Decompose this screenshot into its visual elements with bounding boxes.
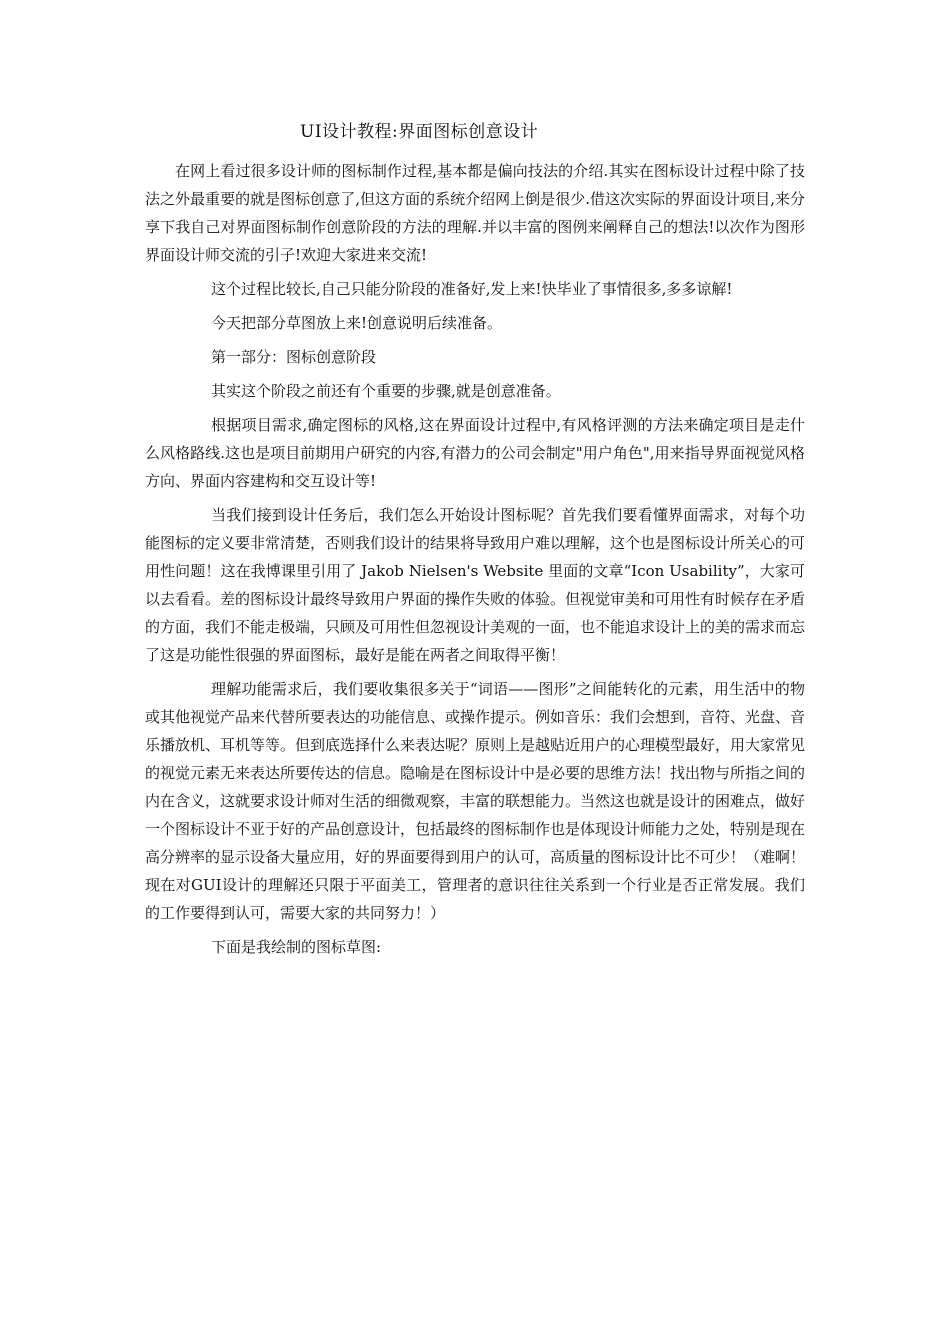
paragraph-process-note: 这个过程比较长,自己只能分阶段的准备好,发上来!快毕业了事情很多,多多谅解! <box>211 280 733 298</box>
paragraph-style: 根据项目需求,确定图标的风格,这在界面设计过程中,有风格评测的方法来确定项目是走什么风格路线.这也是项目前期用户研究的内容,有潜力的公司会制定"用户角色",用来指导界面视觉风格方向、界面内容建构和交互设计等! <box>145 416 805 490</box>
document-body <box>145 157 805 967</box>
paragraph-intro: 在网上看过很多设计师的图标制作过程,基本都是偏向技法的介绍.其实在图标设计过程中除了技法之外最重要的就是图标创意了,但这方面的系统介绍网上倒是很少.借这次实际的界面设计项目,来分享下我自己对界面图标制作创意阶段的方法的理解.并以丰富的图例来阐释自己的想法!以次作为图形界面设计师交流的引子!欢迎大家进来交流! <box>145 162 805 264</box>
paragraph-sketches: 下面是我绘制的图标草图: <box>211 938 382 956</box>
paragraph-sketch-note: 今天把部分草图放上来!创意说明后续准备。 <box>211 314 503 332</box>
paragraph-preparation: 其实这个阶段之前还有个重要的步骤,就是创意准备。 <box>211 382 561 400</box>
paragraph-usability: 当我们接到设计任务后，我们怎么开始设计图标呢？首先我们要看懂界面需求，对每个功能图标的定义要非常清楚，否则我们设计的结果将导致用户难以理解，这个也是图标设计所关心的可用性问题！这在我博课里引用了 Jakob Nielsen's Website 里面的文章“Icon Usability”，大家可以去看看。差的图标设计最终导致用户界面的操作失败的体验。但视觉审美和可用性有时候存在矛盾的方面，我们不能走极端，只顾及可用性但忽视设计美观的一面，也不能追求设计上的美的需求而忘了这是功能性很强的界面图标，最好是能在两者之间取得平衡！ <box>145 506 806 664</box>
document-title: UI设计教程:界面图标创意设计 <box>300 122 539 142</box>
paragraph-metaphor: 理解功能需求后，我们要收集很多关于“词语——图形”之间能转化的元素，用生活中的物或其他视觉产品来代替所要表达的功能信息、或操作提示。例如音乐：我们会想到，音符、光盘、音乐播放机、耳机等等。但到底选择什么来表达呢？原则上是越贴近用户的心理模型最好，用大家常见的视觉元素无来表达所要传达的信息。隐喻是在图标设计中是必要的思维方法！找出物与所指之间的内在含义，这就要求设计师对生活的细微观察，丰富的联想能力。当然这也就是设计的困难点，做好一个图标设计不亚于好的产品创意设计，包括最终的图标制作也是体现设计师能力之处，特别是现在高分辨率的显示设备大量应用，好的界面要得到用户的认可，高质量的图标设计比不可少！（难啊！现在对GUI设计的理解还只限于平面美工，管理者的意识往往关系到一个行业是否正常发展。我们的工作要得到认可，需要大家的共同努力！） <box>145 680 806 922</box>
section-heading: 第一部分：图标创意阶段 <box>211 348 377 366</box>
